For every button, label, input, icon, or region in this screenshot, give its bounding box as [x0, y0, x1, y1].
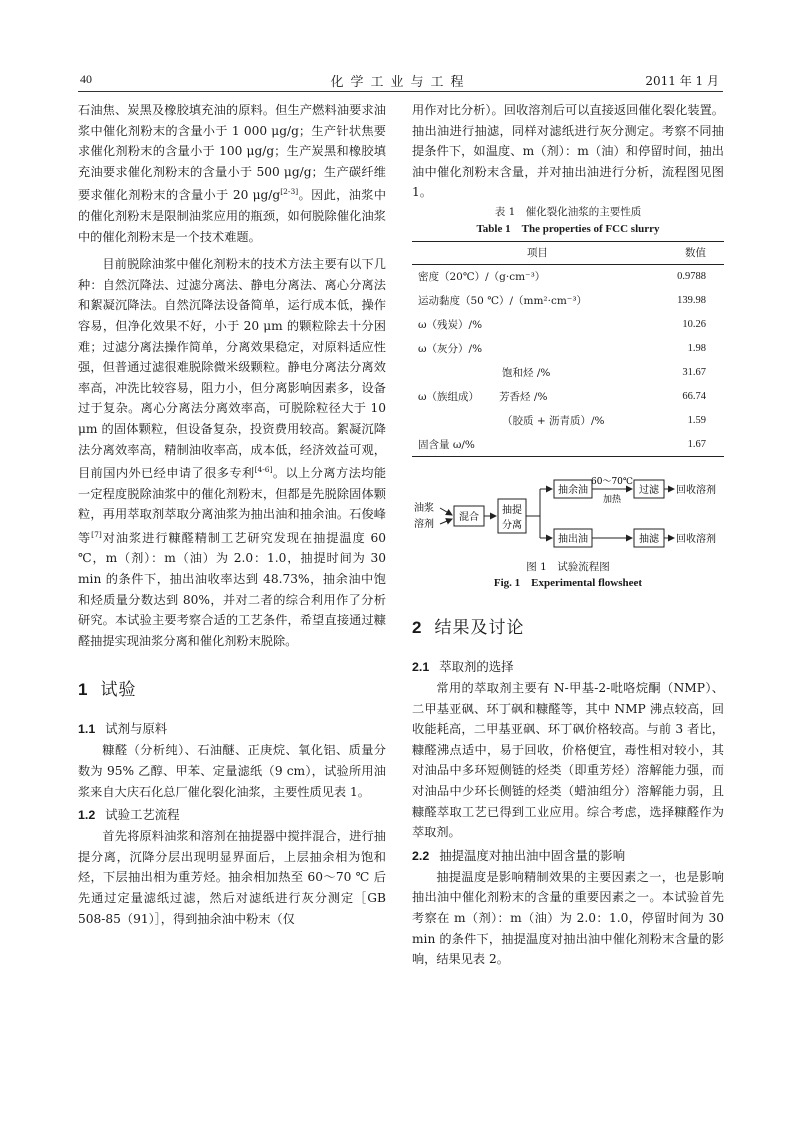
- flow-filter-label: 过滤: [639, 484, 659, 496]
- paragraph-reagents: 糠醛（分析纯）、石油醚、正庚烷、氧化铝、质量分数为 95% 乙醇、甲苯、定量滤纸（9 cm），试验所用油浆来自大庆石化总厂催化裂化油浆，主要性质见表 1。: [78, 743, 386, 799]
- table-header-value: 数值: [663, 241, 724, 264]
- journal-title: 化学工业与工程: [330, 75, 471, 90]
- page-header: [78, 68, 723, 92]
- flow-extraction-label-2: 分离: [502, 519, 522, 531]
- flow-raffinate-label: 抽余油: [558, 484, 588, 496]
- flow-recover-2: 回收溶剂: [676, 533, 716, 545]
- table-row: （胶质 + 沥青质）/% 1.59: [502, 414, 706, 427]
- table-row: 运动黏度（50 ℃）/（mm²·cm⁻³） 139.98: [418, 294, 706, 307]
- page-number: 40: [80, 72, 92, 86]
- table-header-item: 项目: [412, 241, 663, 264]
- table-caption-en: Table 1 The properties of FCC slurry: [476, 222, 660, 235]
- table-caption-cn: 表 1 催化裂化油浆的主要性质: [494, 205, 642, 218]
- properties-table: [412, 241, 724, 457]
- table-row: 饱和烃 /% 31.67: [502, 366, 706, 379]
- citation: [7]: [91, 529, 102, 539]
- flow-heat-label: 加热: [602, 494, 622, 505]
- flow-input-solvent: 溶剂: [414, 518, 434, 530]
- flow-extraction-label-1: 抽提: [502, 504, 522, 516]
- flow-extract-oil-label: 抽出油: [558, 533, 588, 545]
- flow-suction-label: 抽滤: [639, 533, 659, 545]
- flow-heat-temp: 60～70℃: [591, 476, 633, 487]
- paragraph-process: 首先将原料油浆和溶剂在抽提器中搅拌混合，进行抽提分离，沉降分层出现明显界面后，上层抽余相为饱和烃，下层抽出相为重芳烃。抽余相加热至 60～70 ℃ 后先通过定量滤纸过滤，然后对滤纸进行灰分测定［GB 508-85（91）］，得到抽余油中粉末（仅: [78, 829, 386, 926]
- issue-date: 2011 年 1 月: [645, 74, 719, 88]
- table-row: ω（残炭）/% 10.26: [418, 318, 706, 331]
- paragraph-intro-cont: 石油焦、炭黑及橡胶填充油的原料。但生产燃料油要求油浆中催化剂粉末的含量小于 1 000 μg/g；生产针状焦要求催化剂粉末的含量小于 100 μg/g；生产炭黑和橡胶填充油要求催化剂粉末的含量小于 500 μg/g；生产碳纤维要求催化剂粉末的含量小于 20 μg/g[2-3]。因此，油浆中的催化剂粉末是限制油浆应用的瓶颈，如何脱除催化油浆中的催化剂粉末是一个技术难题。: [78, 103, 387, 244]
- right-column: [412, 100, 724, 970]
- citation: [2-3]: [280, 187, 299, 197]
- subsection-heading-temperature: 2.2 抽提温度对抽出油中固含量的影响: [412, 847, 626, 863]
- flow-mix-label: 混合: [459, 511, 479, 523]
- figure-caption-cn: 图 1 试验流程图: [526, 560, 610, 573]
- subsection-heading-process: 1.2 试验工艺流程: [78, 807, 180, 823]
- figure-caption-en: Fig. 1 Experimental flowsheet: [493, 576, 643, 589]
- paragraph-temperature: 抽提温度是影响精制效果的主要因素之一，也是影响抽出油中催化剂粉末的含量的重要因素之一。本试验首先考察在 m（剂）：m（油）为 2.0：1.0，停留时间为 30 min 的条件下，抽提温度对抽出油中催化剂粉末含量的影响，结果见表 2。: [412, 869, 724, 967]
- paragraph-methods-review: 目前脱除油浆中催化剂粉末的技术方法主要有以下几种：自然沉降法、过滤分离法、静电分离法、离心分离法和絮凝沉降法。自然沉降法设备简单，运行成本低，操作容易，但净化效果不好，小于 20 μm 的颗粒除去十分困难；过滤分离法操作简单，分离效果稳定，对原料适应性强，但普通过滤很难脱除微米级颗粒。静电分离法分离效率高，冲洗比较容易，阻力小，但分离影响因素多，设备过于复杂。离心分离法分离效率高，可脱除粒径大于 10 μm 的固体颗粒，但设备复杂，投资费用较高。絮凝沉降法分离效率高，精制油收率高，成本低，经济效益可观，目前国内外已经申请了很多专利[4-6]。以上分离方法均能一定程度脱除油浆中的催化剂粉末，但都是先脱除固体颗粒，再用萃取剂萃取分离油浆为抽出油和抽余油。石俊峰等[7]对油浆进行糠醛精制工艺研究发现在抽提温度 60 ℃，m（剂）：m（油）为 2.0：1.0，抽提时间为 30 min 的条件下，抽出油收率达到 48.73%，抽余油中饱和烃质量分数达到 80%，并对二者的综合利用作了分析研究。本试验主要考察合适的工艺条件，希望直接通过糠醛抽提实现油浆分离和催化剂粉末脱除。: [78, 257, 387, 648]
- table-row: 固含量 ω/% 1.67: [412, 432, 724, 456]
- paragraph-process-cont: 用作对比分析）。回收溶剂后可以直接返回催化裂化装置。抽出油进行抽滤，同样对滤纸进行灰分测定。考察不同抽提条件下，如温度、m（剂）：m（油）和停留时间，抽出油中催化剂粉末含量，并对抽出油进行分析，流程图见图 1。: [412, 103, 724, 200]
- left-column: [78, 100, 386, 929]
- flow-input-slurry: 油浆: [414, 502, 434, 514]
- table-row: 密度（20℃）/（g·cm⁻³） 0.9788: [418, 271, 706, 284]
- table-row: ω（灰分）/% 1.98: [418, 342, 706, 355]
- group-label: ω（族组成）: [418, 390, 480, 403]
- table-row: ω（族组成） 芳香烃 /% 66.74: [418, 390, 706, 403]
- table-header-row: [412, 241, 724, 264]
- subsection-heading-reagents: 1.1 试剂与原料: [78, 721, 168, 737]
- flowsheet-diagram: [412, 477, 724, 555]
- section-heading-experiment: 1 试验: [78, 680, 137, 701]
- flowsheet-figure: [412, 477, 724, 555]
- subsection-heading-solvent: 2.1 萃取剂的选择: [412, 658, 514, 674]
- flow-recover-1: 回收溶剂: [676, 484, 716, 496]
- paragraph-solvent: 常用的萃取剂主要有 N-甲基-2-吡咯烷酮（NMP）、二甲基亚砜、环丁砜和糠醛等，其中 NMP 沸点较高，回收能耗高，二甲基亚砜、环丁砜价格较高。与前 3 者比，糠醛沸点适中，易于回收，价格便宜，毒性相对较小，其对油品中多环短侧链的烃类（即重芳烃）溶解能力强，而对油品中少环长侧链的烃类（蜡油组分）溶解能力弱，且糠醛萃取工艺已得到工业应用。综合考虑，选择糠醛作为萃取剂。: [412, 680, 724, 840]
- section-heading-results: 2 结果及讨论: [412, 617, 525, 638]
- citation: [4-6]: [254, 465, 273, 475]
